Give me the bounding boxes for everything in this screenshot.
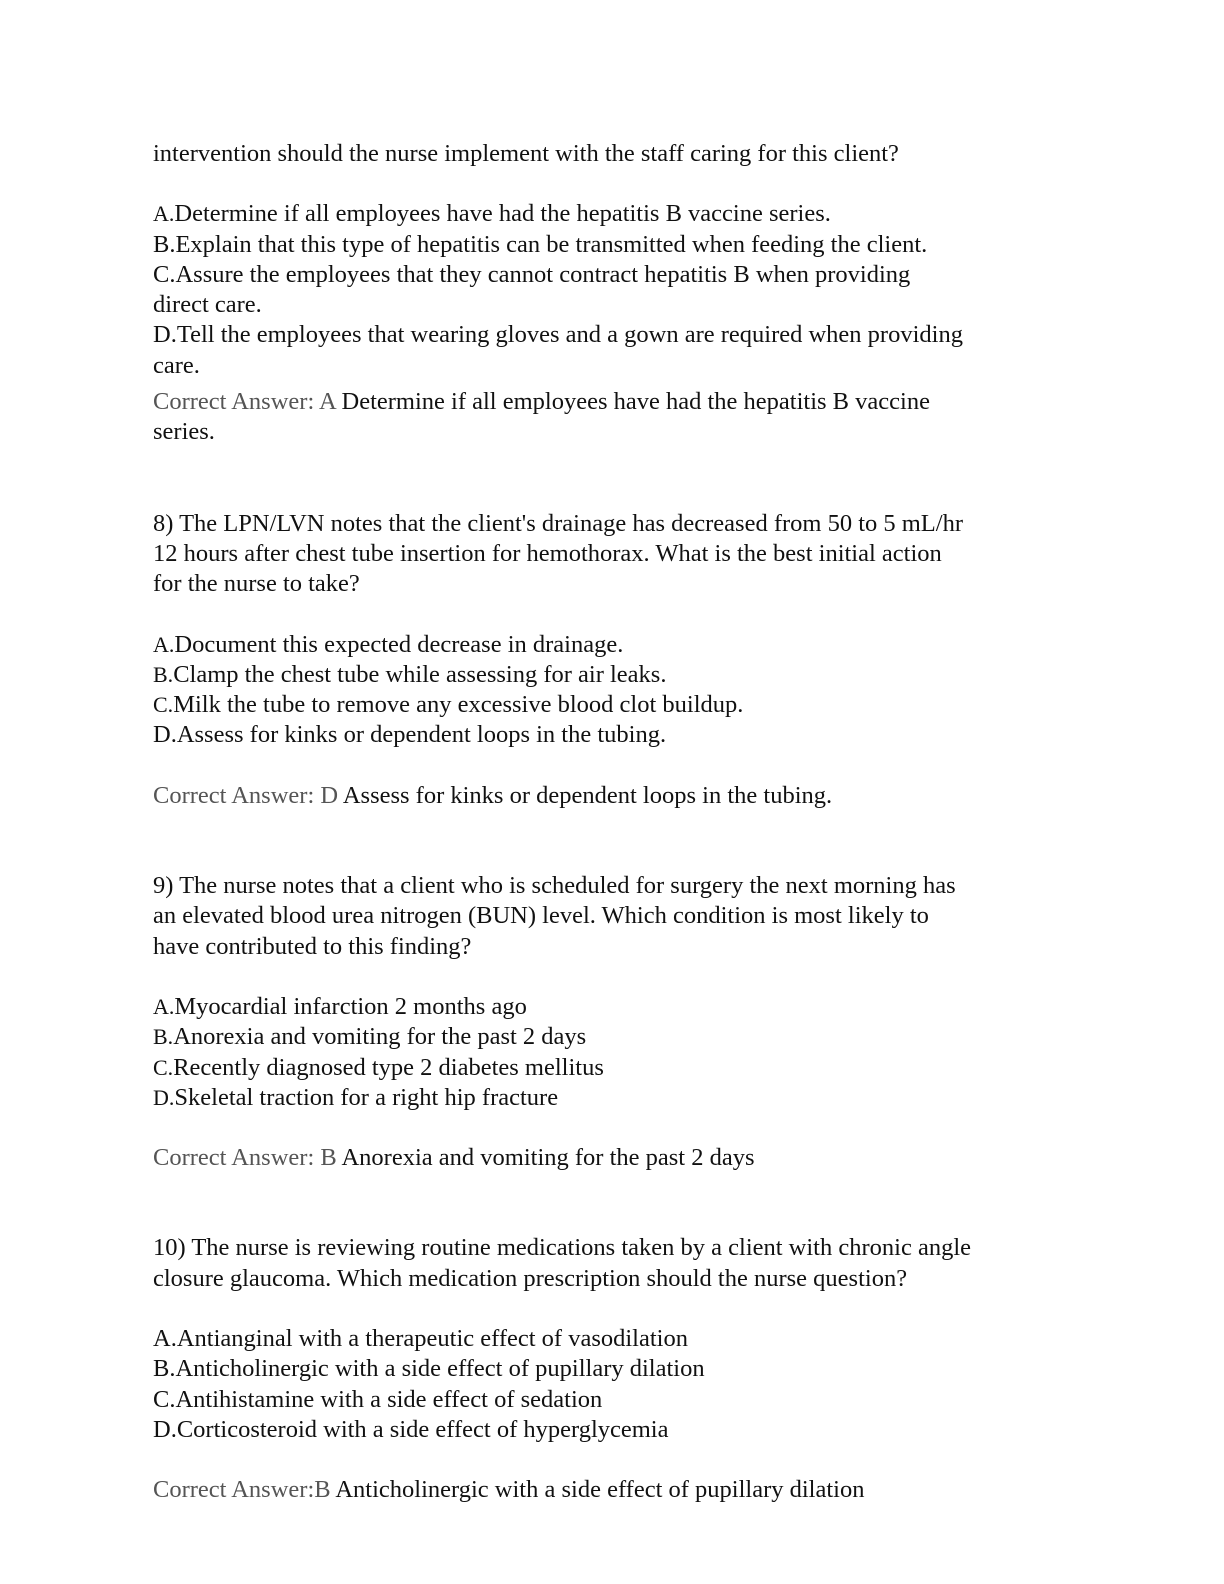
q8-answer-label: Correct Answer: D — [153, 781, 339, 809]
q10-answer-label: Correct Answer:B — [153, 1476, 331, 1504]
q7-answer-label: Correct Answer: A — [153, 388, 336, 416]
q10-answer-text: Anticholinergic with a side effect of pupillary dilation — [330, 1476, 865, 1504]
q9-stem-line: an elevated blood urea nitrogen (BUN) level. Which condition is most likely to — [153, 902, 929, 930]
q7-options — [153, 199, 1053, 381]
q10-option-a: A.Antianginal with a therapeutic effect of vasodilation — [153, 1325, 688, 1353]
q7-answer-text: Determine if all employees have had the hepatitis B vaccine — [335, 388, 930, 416]
q10-options — [153, 1324, 1053, 1445]
q7-option-d: D.Tell the employees that wearing gloves and a gown are required when providing — [153, 321, 963, 349]
q8-option-d: D.Assess for kinks or dependent loops in the tubing. — [153, 721, 667, 749]
q10-block — [153, 1233, 1053, 1294]
q7-option-c-cont: direct care. — [153, 291, 262, 319]
q10-stem-line: closure glaucoma. Which medication prescription should the nurse question? — [153, 1264, 908, 1292]
q7-correct-answer — [153, 387, 1053, 448]
q9-answer-label: Correct Answer: B — [153, 1144, 337, 1172]
q7-answer-text-cont: series. — [153, 418, 215, 446]
q9-block — [153, 871, 1053, 962]
q9-option-d: D.Skeletal traction for a right hip fracture — [153, 1083, 559, 1111]
q8-answer-text: Assess for kinks or dependent loops in the tubing. — [338, 781, 833, 809]
q10-option-d: D.Corticosteroid with a side effect of hyperglycemia — [153, 1415, 669, 1443]
q9-correct-answer — [153, 1143, 1053, 1173]
q7-option-a: A.Determine if all employees have had the hepatitis B vaccine series. — [153, 200, 831, 228]
q9-stem-line: 9) The nurse notes that a client who is scheduled for surgery the next morning has — [153, 872, 956, 900]
q8-stem-line: for the nurse to take? — [153, 570, 360, 598]
q9-options — [153, 992, 1053, 1113]
q7-option-b: B.Explain that this type of hepatitis can be transmitted when feeding the client. — [153, 230, 928, 258]
q9-option-c: C.Recently diagnosed type 2 diabetes mellitus — [153, 1053, 604, 1081]
q8-options — [153, 630, 1053, 751]
q8-option-b: B.Clamp the chest tube while assessing for air leaks. — [153, 660, 667, 688]
q8-option-c: C.Milk the tube to remove any excessive blood clot buildup. — [153, 691, 744, 719]
q8-stem-line: 8) The LPN/LVN notes that the client's drainage has decreased from 50 to 5 mL/hr — [153, 509, 963, 537]
q8-option-a: A.Document this expected decrease in drainage. — [153, 630, 624, 658]
q10-stem-line: 10) The nurse is reviewing routine medications taken by a client with chronic angle — [153, 1234, 972, 1262]
q9-option-a: A.Myocardial infarction 2 months ago — [153, 992, 527, 1020]
q7-option-c: C.Assure the employees that they cannot contract hepatitis B when providing — [153, 260, 911, 288]
q8-correct-answer — [153, 781, 1053, 811]
q10-correct-answer — [153, 1475, 1053, 1505]
q9-answer-text: Anorexia and vomiting for the past 2 days — [336, 1144, 755, 1172]
document-page — [153, 139, 1053, 1506]
q10-option-c: C.Antihistamine with a side effect of sedation — [153, 1385, 603, 1413]
q10-option-b: B.Anticholinergic with a side effect of pupillary dilation — [153, 1355, 705, 1383]
q8-stem-line: 12 hours after chest tube insertion for hemothorax. What is the best initial action — [153, 539, 942, 567]
q7-option-d-cont: care. — [153, 351, 200, 379]
q9-stem-line: have contributed to this finding? — [153, 932, 472, 960]
q7-stem-line: intervention should the nurse implement with the staff caring for this client? — [153, 140, 899, 167]
q9-option-b: B.Anorexia and vomiting for the past 2 days — [153, 1023, 587, 1051]
q8-block — [153, 509, 1053, 600]
